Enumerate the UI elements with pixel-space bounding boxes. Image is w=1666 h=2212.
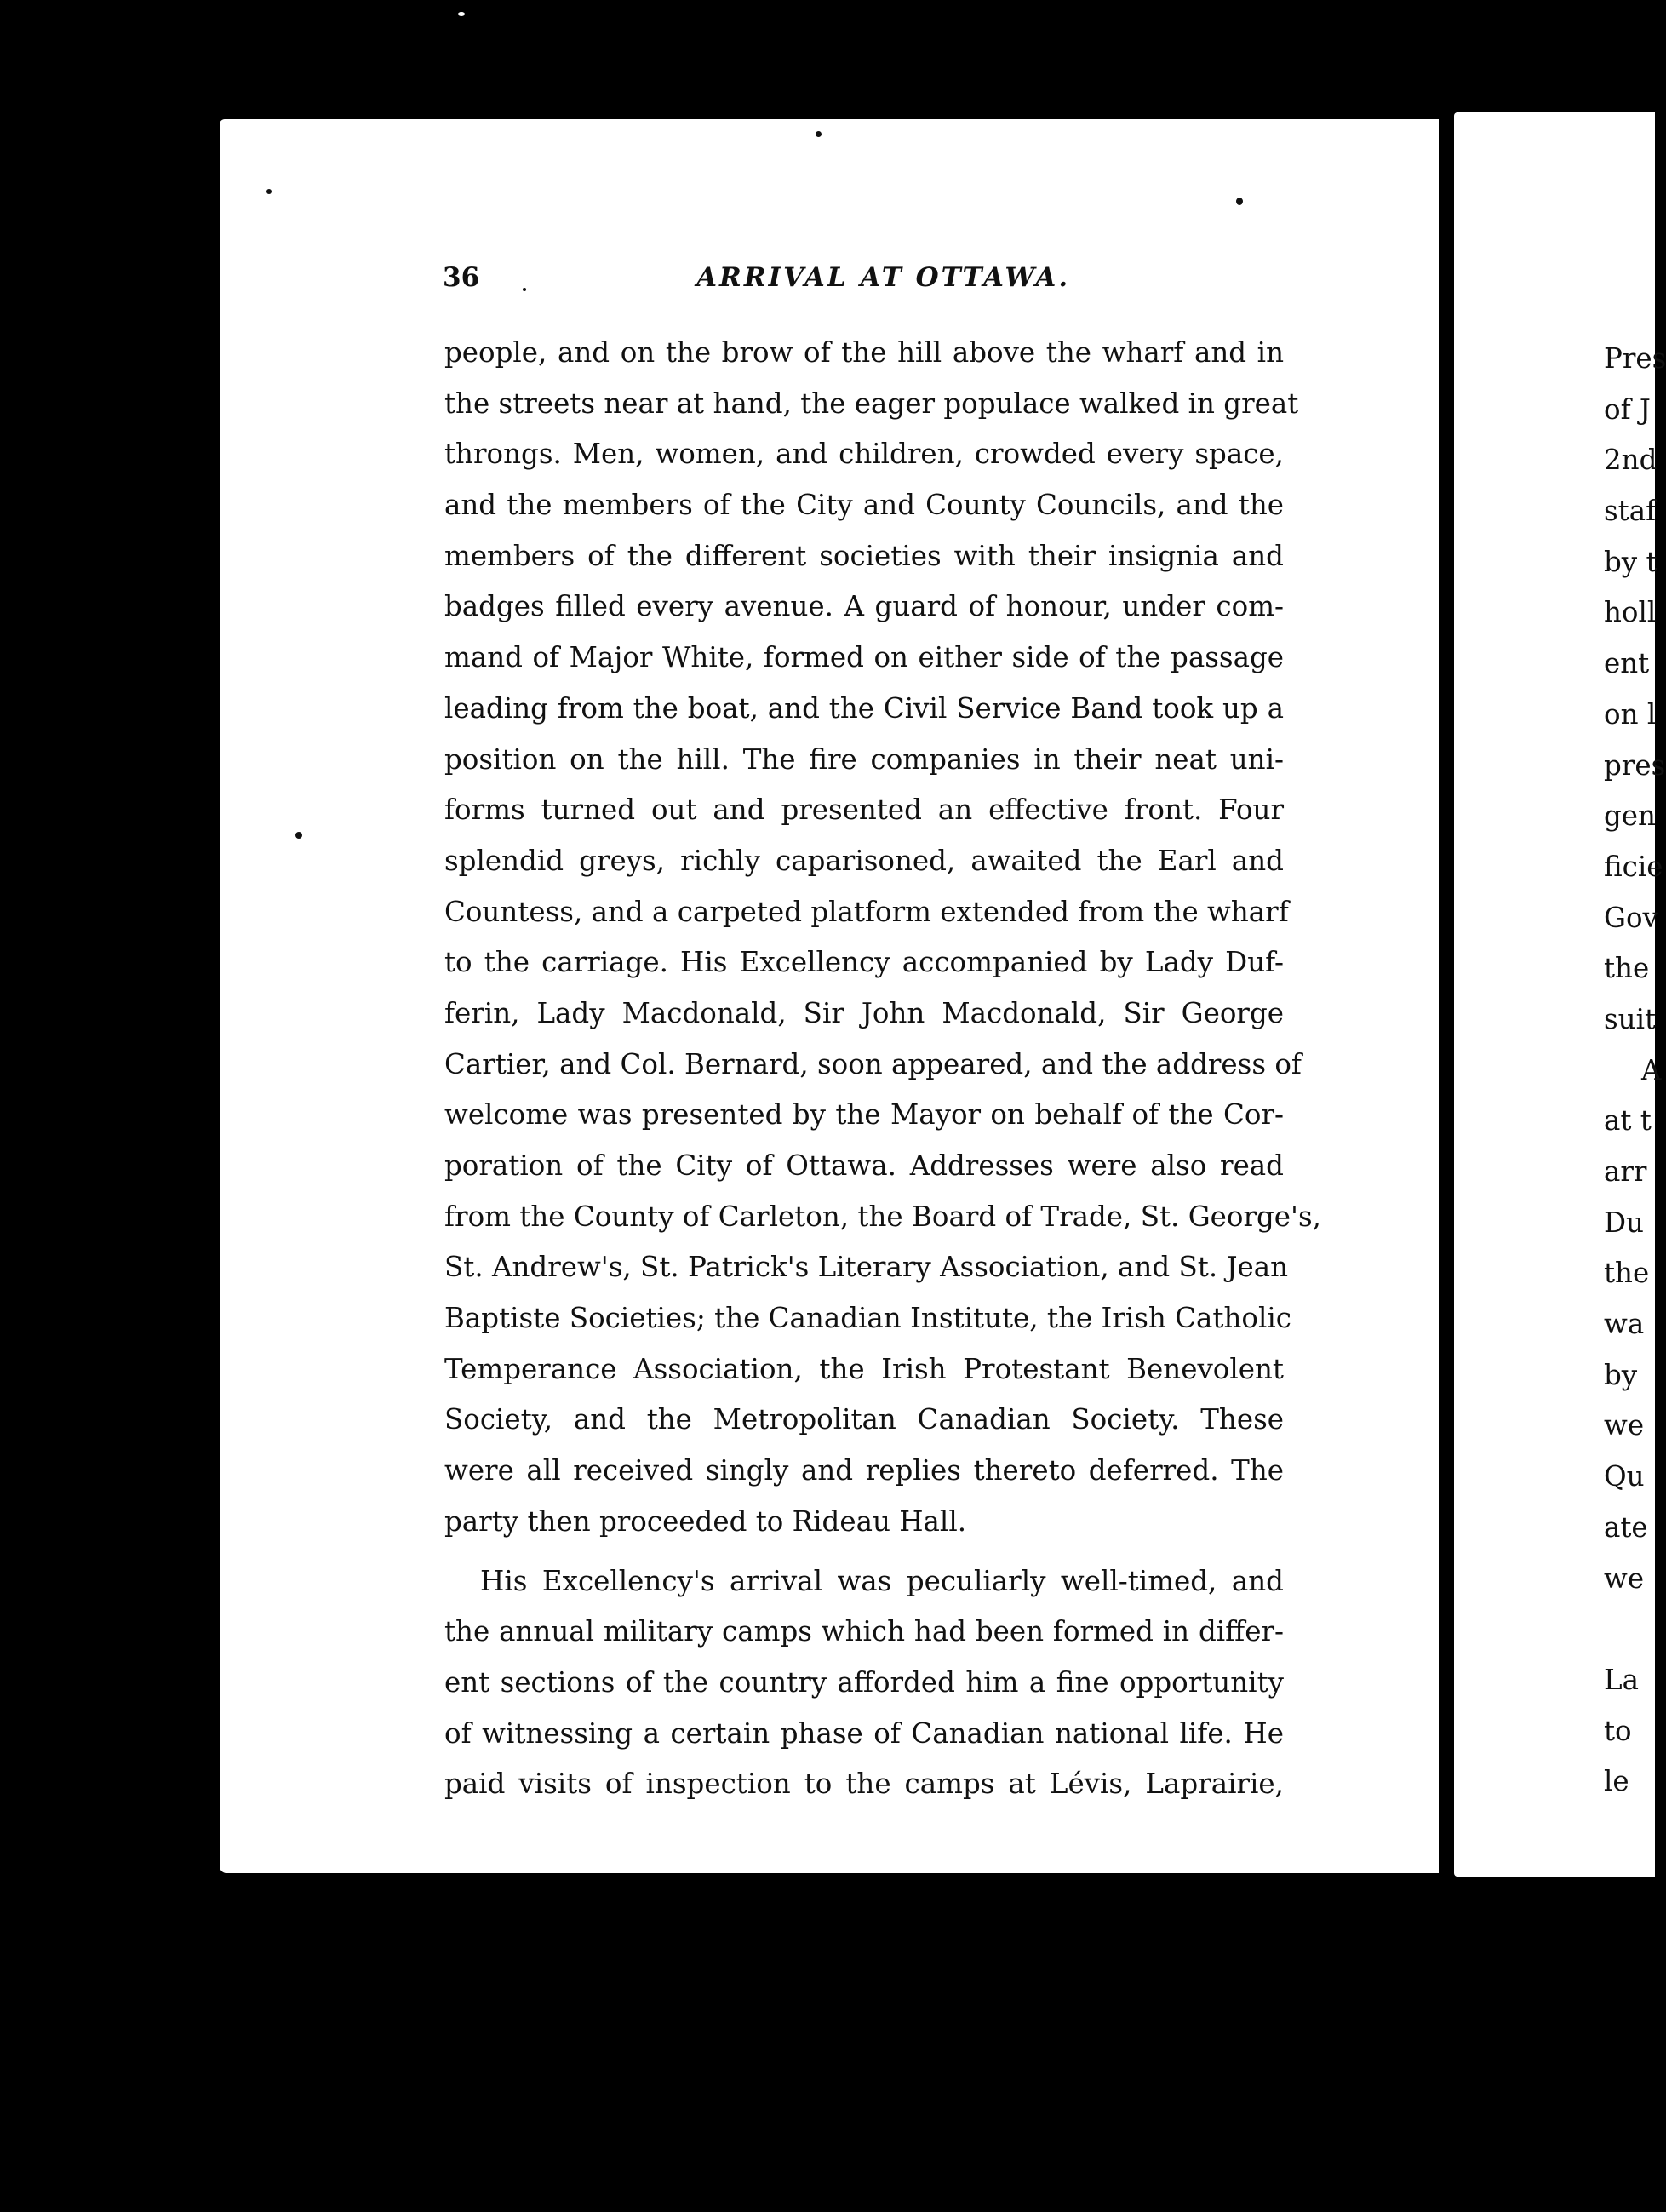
text-line: badges filled every avenue. A guard of honour, under com- [444,590,1284,623]
text-fragment: by [1604,1358,1638,1391]
text-line: the streets near at hand, the eager populace walked in great [444,387,1299,420]
text-fragment: ficie [1604,850,1663,883]
text-fragment: La [1604,1663,1639,1696]
text-line: people, and on the brow of the hill above the wharf and in [444,336,1284,369]
text-line: forms turned out and presented an effective front. Four [444,794,1284,827]
text-fragment: 2nd [1604,444,1657,477]
text-fragment: pres [1604,748,1666,782]
text-line: leading from the boat, and the Civil Service Band took up a [444,691,1284,725]
text-line: Society, and the Metropolitan Canadian Society. These [444,1403,1284,1436]
text-line: party then proceeded to Rideau Hall. [444,1504,967,1538]
scan-speck [266,189,272,194]
text-line: paid visits of inspection to the camps at Lévis, Laprairie, [444,1768,1284,1801]
text-fragment: staf [1604,495,1657,528]
text-line: were all received singly and replies thereto deferred. The [444,1454,1284,1487]
paragraph-gap [444,1548,1284,1556]
text-line: from the County of Carleton, the Board of Trade, St. George's, [444,1200,1321,1233]
text-fragment: by t [1604,545,1657,578]
text-line: ferin, Lady Macdonald, Sir John Macdonald, Sir George [444,996,1284,1029]
text-fragment: wa [1604,1308,1645,1341]
page-number: 36 [443,262,480,293]
text-line: Temperance Association, the Irish Protestant Benevolent [444,1352,1284,1385]
running-title: ARRIVAL AT OTTAWA. [696,262,1071,293]
text-fragment: at t [1604,1104,1652,1138]
text-fragment: le [1604,1765,1629,1798]
text-fragment: suit [1604,1002,1657,1035]
text-line: the annual military camps which had been formed in differ- [444,1615,1284,1648]
text-line: St. Andrew's, St. Patrick's Literary Association, and St. Jean [444,1251,1289,1284]
text-fragment: gen [1604,799,1656,833]
text-fragment: holl [1604,596,1657,629]
text-fragment: Du [1604,1206,1644,1239]
running-head [443,262,1379,305]
text-fragment: on l [1604,697,1657,731]
text-line: Countess, and a carpeted platform extended from the wharf [444,895,1289,928]
text-fragment: we [1604,1562,1645,1595]
text-line: splendid greys, richly caparisoned, awaited the Earl and [444,844,1284,877]
scan-speck [295,832,302,839]
text-fragment: to [1604,1714,1632,1747]
text-line: position on the hill. The fire companies in their neat uni- [444,742,1284,776]
right-page-text [1604,334,1666,1808]
text-fragment: the [1604,1257,1650,1290]
text-fragment: the [1604,952,1650,985]
body-text [444,328,1321,1810]
text-fragment: ate [1604,1510,1648,1544]
text-fragment: Gov [1604,901,1658,934]
text-line: members of the different societies with their insignia and [444,539,1284,572]
text-line: Baptiste Societies; the Canadian Institute, the Irish Catholic [444,1302,1291,1335]
paragraph [444,1556,1284,1810]
text-line: ent sections of the country afforded him a fine opportunity [444,1665,1284,1699]
text-fragment: A [1641,1053,1662,1086]
text-line: throngs. Men, women, and children, crowded every space, [444,438,1284,471]
text-fragment: we [1604,1409,1645,1442]
text-fragment [1604,1604,1655,1655]
text-line: His Excellency's arrival was peculiarly well-timed, and [480,1564,1284,1597]
text-line: of witnessing a certain phase of Canadian national life. He [444,1716,1284,1750]
scan-speck [1236,198,1243,205]
text-line: mand of Major White, formed on either side of the passage [444,641,1284,674]
scan-speck [816,131,822,137]
scan-speck [458,12,465,16]
text-fragment: of J [1604,393,1651,426]
text-line: welcome was presented by the Mayor on behalf of the Cor- [444,1098,1284,1132]
text-fragment: Pres [1604,342,1666,375]
paragraph [444,328,1321,1548]
text-line: to the carriage. His Excellency accompanied by Lady Duf- [444,946,1284,979]
text-fragment: ent [1604,647,1650,680]
text-fragment: Qu [1604,1460,1645,1493]
text-line: Cartier, and Col. Bernard, soon appeared, and the address of [444,1047,1302,1080]
text-line: poration of the City of Ottawa. Addresses were also read [444,1149,1284,1182]
text-line: and the members of the City and County Councils, and the [444,489,1284,522]
text-fragment: arr [1604,1155,1647,1188]
